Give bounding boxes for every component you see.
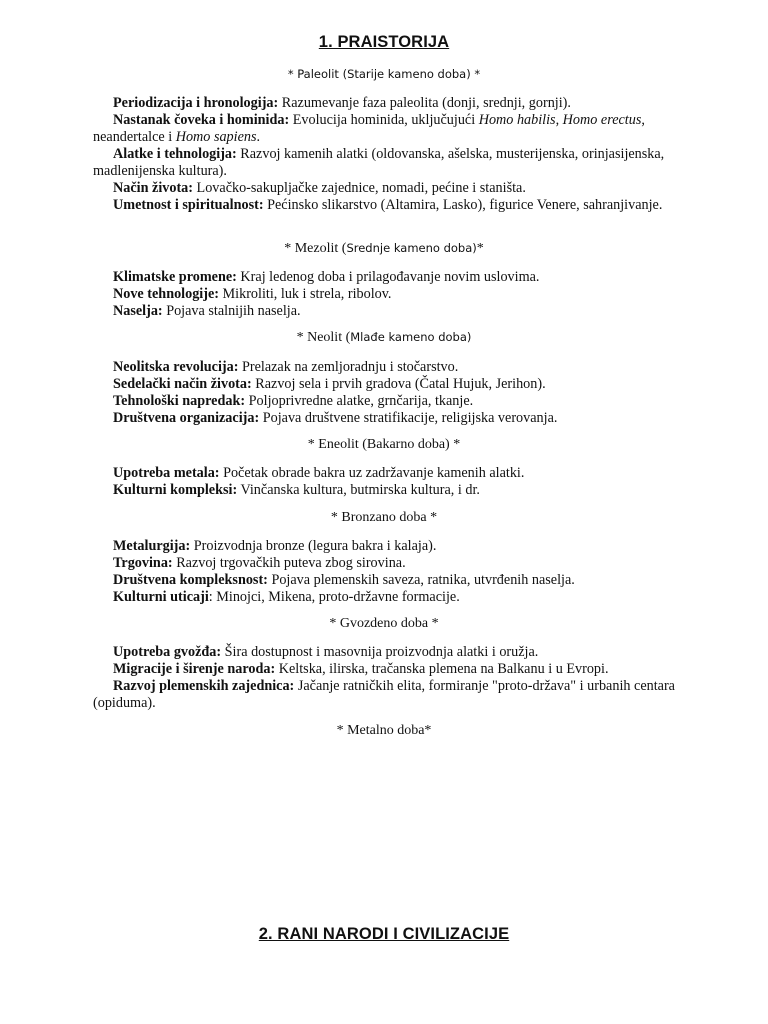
section-neolit-body [93,359,675,427]
list-item: Sedelački način života: Razvoj sela i prvih gradova (Čatal Hujuk, Jerihon). [113,376,546,392]
section-eneolit-title: * Eneolit (Bakarno doba) * [307,437,461,452]
list-item: Naselja: Pojava stalnijih naselja. [113,303,301,319]
list-item: Razvoj plemenskih zajednica: Jačanje ratničkih elita, formiranje "proto-država" i urbanih centara (opiduma). [93,678,675,711]
list-item: Kulturni kompleksi: Vinčanska kultura, butmirska kultura, i dr. [113,482,480,498]
list-item: Kulturni uticaji: Minojci, Mikena, proto-državne formacije. [113,589,460,605]
section-eneolit-body [93,465,675,499]
list-item: Alatke i tehnologija: Razvoj kamenih alatki (oldovanska, ašelska, musterijenska, orinjasijenska, madlenijenska kultura). [93,146,665,179]
list-item: Metalurgija: Proizvodnja bronze (legura bakra i kalaja). [113,538,437,554]
section-paleolit-title: * Paleolit (Starije kameno doba) * [287,67,481,81]
list-item: Migracije i širenje naroda: Keltska, ilirska, tračanska plemena na Balkanu i u Evropi. [113,661,609,677]
list-item: Umetnost i spiritualnost: Pećinsko slikarstvo (Altamira, Lasko), figurice Venere, sahranjivanje. [113,197,663,213]
list-item: Tehnološki napredak: Poljoprivredne alatke, grnčarija, tkanje. [113,393,474,409]
chapter-2-heading: 2. RANI NARODI I CIVILIZACIJE [258,925,510,943]
section-mezolit-title: * Mezolit (Srednje kameno doba)* [284,241,484,256]
list-item: Društvena organizacija: Pojava društvene stratifikacije, religijska verovanja. [113,410,558,426]
list-item: Neolitska revolucija: Prelazak na zemljoradnju i stočarstvo. [113,359,459,375]
list-item: Nove tehnologije: Mikroliti, luk i strela, ribolov. [113,286,392,302]
chapter-1-heading: 1. PRAISTORIJA [318,33,450,51]
section-gvozdeno-title: * Gvozdeno doba * [329,616,439,631]
list-item: Način života: Lovačko-sakupljačke zajednice, nomadi, pećine i staništa. [113,180,526,196]
section-gvozdeno-body [93,644,675,712]
list-item: Periodizacija i hronologija: Razumevanje faza paleolita (donji, srednji, gornji). [113,95,571,111]
list-item: Trgovina: Razvoj trgovačkih puteva zbog sirovina. [113,555,406,571]
section-bronzano-body [93,538,675,606]
section-metalno-title: * Metalno doba* [336,723,432,738]
list-item: Upotreba gvožđa: Šira dostupnost i masovnija proizvodnja alatki i oružja. [113,644,539,660]
list-item: Upotreba metala: Početak obrade bakra uz zadržavanje kamenih alatki. [113,465,525,481]
list-item: Društvena kompleksnost: Pojava plemenskih saveza, ratnika, utvrđenih naselja. [113,572,575,588]
section-mezolit-body [93,269,675,320]
section-paleolit-body [93,95,675,214]
list-item: Klimatske promene: Kraj ledenog doba i prilagođavanje novim uslovima. [113,269,540,285]
section-bronzano-title: * Bronzano doba * [330,510,438,525]
section-neolit-title: * Neolit (Mlađe kameno doba) [296,330,472,345]
list-item: Nastanak čoveka i hominida: Evolucija hominida, uključujući Homo habilis, Homo erectus, neandertalce i Homo sapiens. [93,112,645,145]
